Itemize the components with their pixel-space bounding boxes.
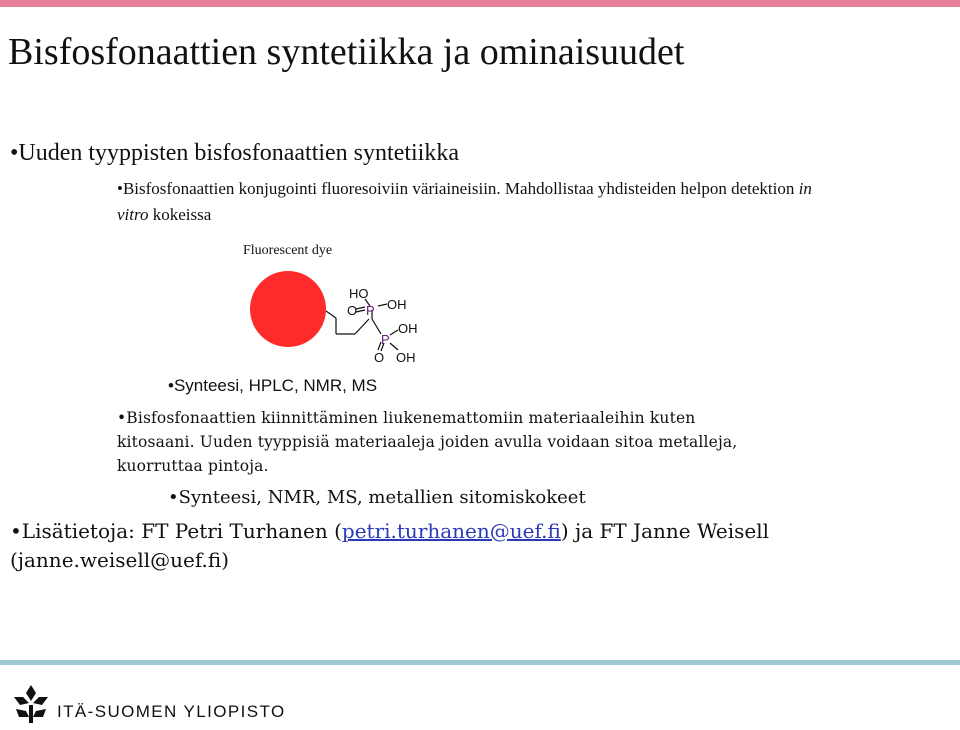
university-name: ITÄ-SUOMEN YLIOPISTO — [57, 702, 286, 721]
atom-ho: HO — [349, 286, 369, 301]
contact-bullet: •Lisätietoja: FT Petri Turhanen (petri.turhanen@uef.fi) ja FT Janne Weisell (janne.weisell@uef.fi) — [10, 519, 770, 572]
sub-bullet-materials: •Bisfosfonaattien kiinnittäminen liukenemattomiin materiaaleihin kuten kitosaani. Uuden tyyppisiä materiaaleja joiden avulla voidaan sitoa metalleja, kuorruttaa pintoja. — [117, 409, 738, 475]
uef-flower-logo-icon — [10, 683, 52, 727]
bisphosphonate-structure-diagram — [250, 262, 440, 374]
main-bullet-heading: •Uuden tyyppisten bisfosfonaattien syntetiikka — [10, 140, 459, 166]
atom-o-bottom: O — [374, 350, 385, 365]
synthesis-1-text: Synteesi, HPLC, NMR, MS — [173, 376, 378, 395]
conjugation-text-a: Bisfosfonaattien konjugointi fluoresoiviin väriaineisiin. Mahdollistaa yhdisteiden helpon detektion — [122, 179, 799, 198]
slide-title: Bisfosfonaattien syntetiikka ja ominaisuudet — [8, 31, 685, 73]
atom-p-top: P — [366, 303, 375, 318]
atom-labels — [347, 286, 418, 365]
sub-sub-bullet-synthesis-1: •Synteesi, HPLC, NMR, MS — [168, 376, 378, 395]
sub-bullet-conjugation: •Bisfosfonaattien konjugointi fluoresoiviin väriaineisiin. Mahdollistaa yhdisteiden helpon detektion in vitro kokeissa — [117, 179, 812, 224]
atom-oh-top: OH — [387, 297, 407, 312]
contact-suffix: ) ja FT Janne Weisell (janne.weisell@uef.fi) — [10, 519, 770, 572]
sub-sub-bullet-synthesis-2: •Synteesi, NMR, MS, metallien sitomiskokeet — [168, 487, 586, 508]
atom-oh-bottom: OH — [396, 350, 416, 365]
atom-oh-mid: OH — [398, 321, 418, 336]
contact-prefix: Lisätietoja: FT Petri Turhanen ( — [21, 519, 342, 543]
bottom-accent-stripe — [0, 660, 960, 665]
materials-text: Bisfosfonaattien kiinnittäminen liukenemattomiin materiaaleihin kuten kitosaani. Uuden tyyppisiä materiaaleja joiden avulla voidaan sitoa metalleja, kuorruttaa pintoja. — [117, 409, 738, 475]
top-accent-stripe — [0, 0, 960, 7]
email-link-petri[interactable]: petri.turhanen@uef.fi — [341, 519, 561, 543]
main-bullet-text: Uuden tyyppisten bisfosfonaattien syntetiikka — [18, 140, 459, 166]
conjugation-italic: in vitro — [117, 179, 812, 224]
conjugation-text-b: kokeissa — [148, 205, 212, 224]
fluorescent-dye-label: Fluorescent dye — [243, 243, 333, 258]
fluorescent-dye-circle — [250, 271, 326, 347]
atom-p-bottom: P — [381, 332, 390, 347]
synthesis-2-text: Synteesi, NMR, MS, metallien sitomiskokeet — [178, 487, 586, 508]
atom-o-top: O — [347, 303, 358, 318]
